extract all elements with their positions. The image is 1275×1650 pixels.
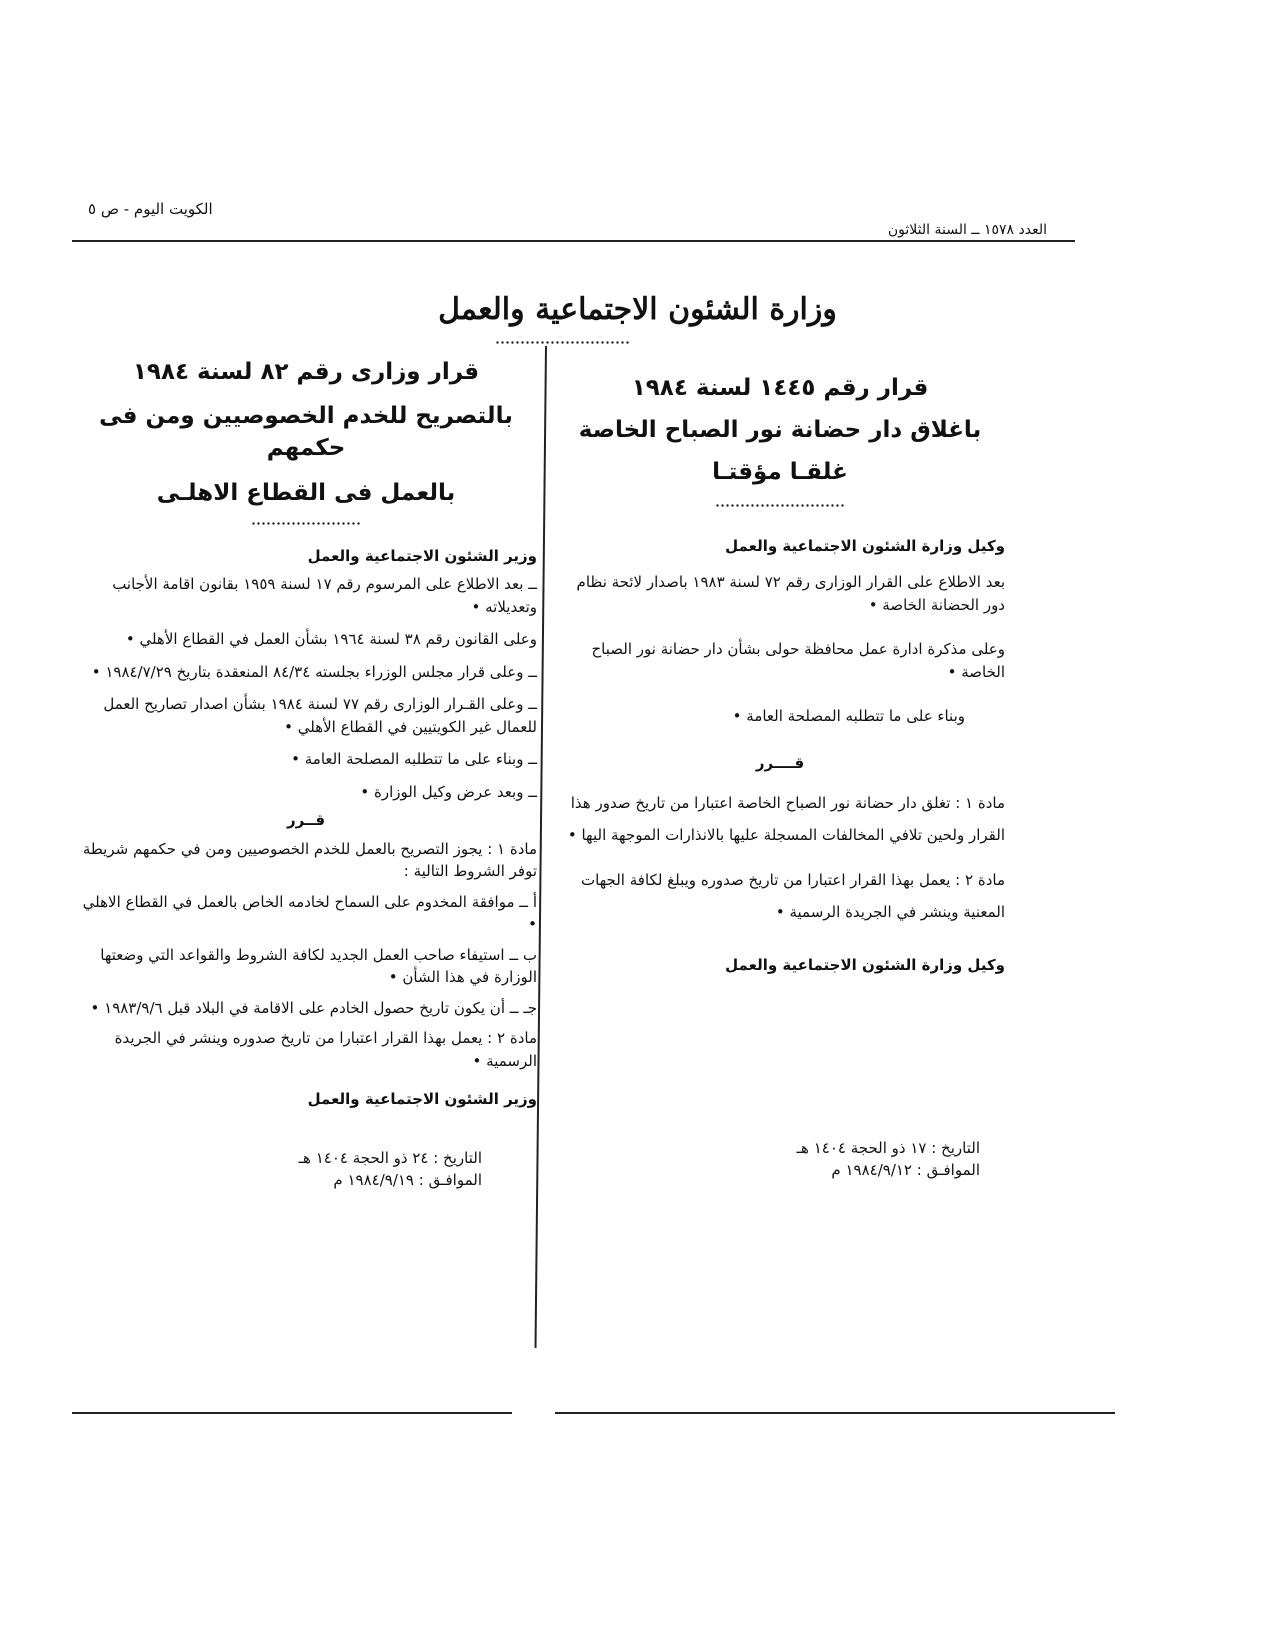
ornament-divider [251,521,361,527]
signature: وزير الشئون الاجتماعية والعمل [307,1090,537,1109]
preamble-paragraph: وبناء على ما تتطلبه المصلحة العامة • [732,707,965,726]
right-decree [555,372,1005,1182]
preamble-paragraph: ــ وعلى قرار مجلس الوزراء بجلسته ٨٤/٣٤ المنعقدة بتاريخ ١٩٨٤/٧/٢٩ • [91,662,537,681]
footer-rule-left [72,1412,512,1414]
decree-subject: باغلاق دار حضانة نور الصباح الخاصة [578,417,982,444]
left-decree [75,356,537,1192]
ornament-divider [495,340,630,346]
preamble-paragraph: وعلى مذكرة ادارة عمل محافظة حولى بشأن دار حضانة نور الصباح الخاصة • [591,640,1005,681]
condition-a: أ ــ موافقة المخدوم على السماح لخادمه الخاص بالعمل في القطاع الاهلي • [82,892,537,934]
decides-heading: قــرر [286,811,326,830]
footer-rule-right [555,1412,1115,1414]
preamble-paragraph: ــ بعد الاطلاع على المرسوم رقم ١٧ لسنة ١٩٥٩ بقانون اقامة الأجانب وتعديلاته • [112,575,537,616]
date-hijri: التاريخ : ١٧ ذو الحجة ١٤٠٤ هـ [796,1138,980,1157]
preamble-paragraph: ــ وعلى القـرار الوزارى رقم ٧٧ لسنة ١٩٨٤ بشأن اصدار تصاريح العمل للعمال غير الكويتيين في القطاع الأهلي • [103,695,537,736]
preamble-paragraph: ــ وبعد عرض وكيل الوزارة • [360,782,537,801]
signature: وكيل وزارة الشئون الاجتماعية والعمل [725,956,1005,975]
decides-heading: قــــرر [755,753,805,772]
decree-title: قرار رقم ١٤٤٥ لسنة ١٩٨٤ [631,375,929,401]
issue-header: العدد ١٥٧٨ ــ السنة الثلاثون [887,222,1047,238]
date-gregorian: الموافـق : ١٩٨٤/٩/١٩ م [333,1171,482,1190]
date-hijri: التاريخ : ٢٤ ذو الحجة ١٤٠٤ هـ [298,1148,482,1167]
ministry-title: وزارة الشئون الاجتماعية والعمل [438,292,837,327]
ornament-divider [715,503,845,509]
decree-subject-note: غلقـا مؤقتـا [712,459,848,486]
preamble-paragraph: بعد الاطلاع على القرار الوزارى رقم ٧٢ لسنة ١٩٨٣ باصدار لائحة نظام دور الحضانة الخاصة • [576,573,1005,614]
decree-title: قرار وزارى رقم ٨٢ لسنة ١٩٨٤ [132,359,480,385]
condition-c: جـ ــ أن يكون تاريخ حصول الخادم على الاقامة في البلاد قبل ١٩٨٣/٩/٦ • [90,998,537,1017]
article-2: مادة ٢ : يعمل بهذا القرار اعتبارا من تاريخ صدوره ويبلغ لكافة الجهات المعنية وينشر في الجريدة الرسمية • [580,871,1005,921]
decree-issuer: وزير الشئون الاجتماعية والعمل [307,546,537,565]
decree-subject: بالتصريح للخدم الخصوصيين ومن فى حكمهم [99,403,513,462]
article-2: مادة ٢ : يعمل بهذا القرار اعتبارا من تاريخ صدوره وينشر في الجريدة الرسمية • [114,1029,537,1070]
article-1: مادة ١ : تغلق دار حضانة نور الصباح الخاصة اعتبارا من تاريخ صدور هذا القرار ولحين تلافي المخالفات المسجلة عليها بالانذارات الموجهة اليها • [567,794,1005,844]
preamble-paragraph: ــ وبناء على ما تتطلبه المصلحة العامة • [291,750,537,769]
date-gregorian: الموافـق : ١٩٨٤/٩/١٢ م [831,1161,980,1180]
header-rule [72,240,1075,242]
condition-b: ب ــ استيفاء صاحب العمل الجديد لكافة الشروط والقواعد التي وضعتها الوزارة في هذا الشأن • [100,945,537,987]
publication-header: الكويت اليوم - ص ٥ [88,200,213,218]
preamble-paragraph: وعلى القانون رقم ٣٨ لسنة ١٩٦٤ بشأن العمل في القطاع الأهلي • [125,630,537,649]
decree-subject-cont: بالعمل فى القطاع الاهلـى [156,479,456,506]
article-1: مادة ١ : يجوز التصريح بالعمل للخدم الخصوصيين ومن في حكمهم شريطة توفر الشروط التالية : [82,839,537,881]
decree-issuer: وكيل وزارة الشئون الاجتماعية والعمل [725,536,1005,555]
